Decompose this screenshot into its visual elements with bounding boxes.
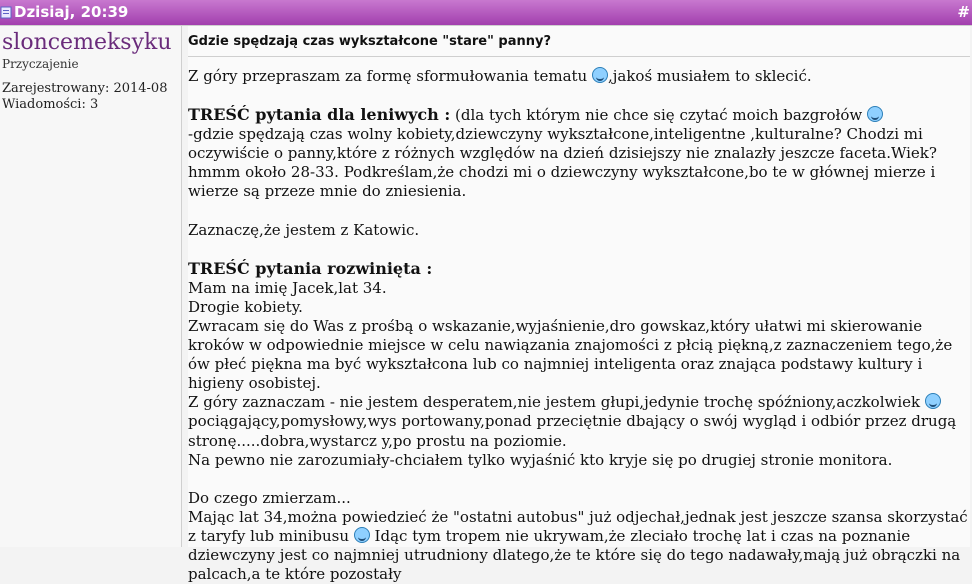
message-count: Wiadomości: 3 [2,97,99,112]
intro-text-end: ,jakoś musiałem to sklecić. [607,67,812,85]
smiley-icon [354,527,370,543]
post-body [188,67,972,584]
post-date: Dzisiaj, 20:39 [14,3,129,21]
greeting-line: Drogie kobiety. [188,297,303,316]
post-content [188,26,970,584]
post-title: Gdzie spędzają czas wykształcone "stare" panny? [188,34,552,49]
smiley-icon [925,393,941,409]
self-description: Z góry zaznaczam - nie jestem desperatem,nie jestem głupi,jedynie trochę spóźniony,aczkolwiek [188,393,972,412]
title-divider [188,56,970,57]
self-description-continued: pociągający,pomysłowy,wys portowany,ponad przeciętnie dbający o swój wygląd i odbiór przez drugą stronę.....dobra,wystarcz y,po prostu na poziomie. [188,412,957,450]
request-paragraph: Zwracam się do Was z prośbą o wskazanie,wyjaśnienie,dro gowskaz,który ułatwi mi skierowanie kroków w odpowiednie miejsce w celu nawiązania znajomości z płcią piękną,z zaznaczeniem tego,że ów płeć piękna ma być wykształcona lub co najmniej inteligenta oraz znająca podstawy kultury i higieny osobistej. [188,316,953,393]
name-age-line: Mam na imię Jacek,lat 34. [188,278,387,297]
paragraph-intro [188,67,972,86]
lazy-question-label: TREŚĆ pytania dla leniwych : [188,105,451,125]
user-panel [0,26,182,547]
post-anchor-link[interactable]: # [957,3,970,21]
lazy-question-text: -gdzie spędzają czas wolny kobiety,dziewczyny wykształcone,inteligentne ,kulturalne? Chodzi mi oczywiście o panny,które z różnych względów na dzień dzisiejszy nie znalazły jeszcze faceta.Wiek? hmmm około 28-33. Podkreślam,że chodzi mi o dziewczyny wykształcone,bo te w głównej mierze i wierze są przeze mnie do zniesienia. [188,125,937,201]
lazy-intro: (dla tych którym nie chce się czytać moich bazgrołów [450,106,867,125]
clarification-line: Na pewno nie zarozumiały-chciałem tylko wyjaśnić kto kryje się po drugiej stronie monitora. [188,450,893,469]
post-row [0,25,972,584]
purpose-heading: Do czego zmierzam... [188,488,351,507]
smiley-icon [867,106,883,122]
detailed-question-label: TREŚĆ pytania rozwinięta : [188,258,433,278]
smiley-icon [592,67,608,83]
intro-text: Z góry przepraszam za formę sformułowania tematu [188,67,592,85]
user-rank: Przyczajenie [2,57,79,71]
post-header-bar [0,0,972,25]
registration-date: Zarejestrowany: 2014-08 [2,81,168,96]
document-icon [0,6,12,19]
city-line: Zaznaczę,że jestem z Katowic. [188,220,420,239]
username-link[interactable]: sloncemeksyku [2,30,172,55]
paragraph-lazy [188,105,972,125]
purpose-paragraph: Mając lat 34,można powiedzieć że "ostatni autobus" już odjechał,jednak jest jeszcze szansa skorzystać z taryfy lub minibusu Idąc tym tropem nie ukrywam,że zleciało trochę lat i czas na poznanie dziewczyny jest co najmniej utrudniony dlatego,że te które się do tego nadawały,mają już obrączki na palcach,a te które pozostały [188,507,968,584]
